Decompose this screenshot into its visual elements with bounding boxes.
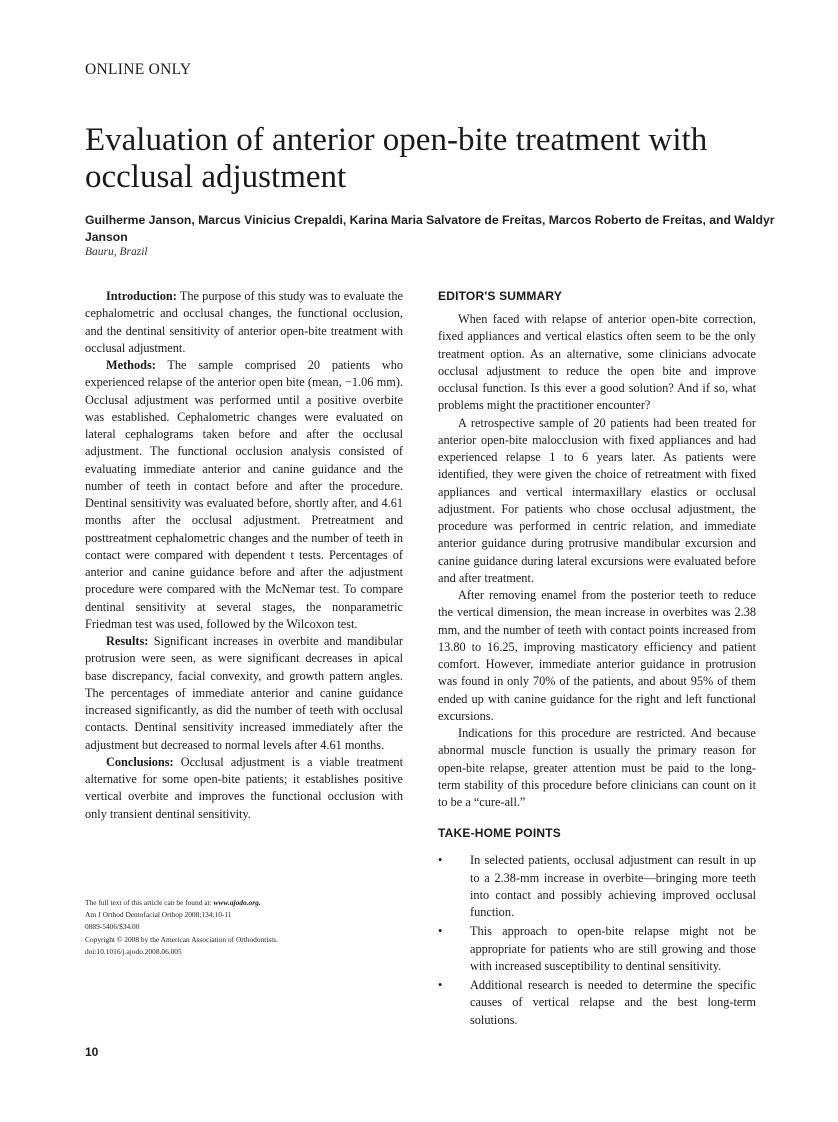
bullet-icon: • <box>438 978 443 992</box>
take-home-point <box>438 923 756 975</box>
methods-text: The sample comprised 20 patients who experienced relapse of the anterior open bite (mean, −1.06 mm). Occlusal adjustment was performed until a positive overbite was established. Cephalometric changes were evaluated on lateral cephalograms taken before and after the occlusal adjustment. The functional occlusion analysis consisted of evaluating immediate anterior and canine guidance and the number of teeth in contact before and after the procedure. Dentinal sensitivity was evaluated before, shortly after, and 4.61 months after the occlusal adjustment. Pretreatment and posttreatment cephalometric changes and the number of teeth in contact were compared with dependent t tests. Percentages of anterior and canine guidance before and after the adjustment procedure were compared with the McNemar test. To compare dentinal sensitivity at several stages, the nonparametric Friedman test was used, followed by the Wilcoxon test. <box>85 358 403 631</box>
summary-paragraph: When faced with relapse of anterior open-bite correction, fixed appliances and vertical elastics often seem to be the only treatment option. As an alternative, some clinicians advocate occlusal adjustment to reduce the open bite and improve occlusal function. Is this ever a good solution? And if so, what problems might the practitioner encounter? <box>438 312 756 413</box>
doi-line: doi:10.1016/j.ajodo.2008.06.005 <box>85 946 182 956</box>
take-home-list <box>438 852 756 1029</box>
conclusions-text: Occlusal adjustment is a viable treatment alternative for some open-bite patients; it establishes positive vertical overbite and improves the functional occlusion with only transient dentinal sensitivity. <box>85 754 403 821</box>
abstract-results <box>85 633 403 754</box>
take-home-text: This approach to open-bite relapse might not be appropriate for patients who are still growing and those with increased susceptibility to dentinal sensitivity. <box>470 924 756 973</box>
fulltext-note <box>85 897 403 909</box>
summary-paragraph: Indications for this procedure are restricted. And because abnormal muscle function is usually the primary reason for open-bite relapse, greater attention must be paid to the long-term stability of this procedure before clinicians can count on it to be a “cure-all.” <box>438 726 756 809</box>
author-list: Guilherme Janson, Marcus Vinicius Crepaldi, Karina Maria Salvatore de Freitas, Marcos Roberto de Freitas, and Waldyr Janson <box>85 213 775 244</box>
take-home-text: Additional research is needed to determine the specific causes of vertical relapse and the best long-term solutions. <box>470 978 756 1027</box>
take-home-text: In selected patients, occlusal adjustment can result in up to a 2.38-mm increase in overbite—bringing more teeth into contact and possibly achieving improved occlusal function. <box>470 853 756 919</box>
bullet-icon: • <box>438 853 443 868</box>
journal-citation: Am J Orthod Dentofacial Orthop 2008;134:10-11 <box>85 910 232 920</box>
article-title: Evaluation of anterior open-bite treatment with occlusal adjustment <box>85 122 708 195</box>
fulltext-prefix: The full text of this article can be found at: <box>85 898 214 907</box>
abstract-conclusions <box>85 754 403 823</box>
results-label: Results: <box>106 634 149 648</box>
abstract-column <box>85 288 403 823</box>
bullet-icon: • <box>438 924 443 939</box>
methods-label: Methods: <box>106 358 156 372</box>
introduction-label: Introduction: <box>106 289 177 303</box>
summary-column <box>438 288 756 1031</box>
take-home-heading: TAKE-HOME POINTS <box>438 826 561 841</box>
summary-paragraph: After removing enamel from the posterior teeth to reduce the vertical dimension, the mean increase in overbites was 2.38 mm, and the number of teeth with contact points increased from 13.80 to 16.25, improving masticatory efficiency and patient comfort. However, immediate anterior guidance in protrusion was found in only 70% of the patients, and about 95% of them ended up with canine guidance for the right and left functional excursions. <box>438 588 756 723</box>
author-location: Bauru, Brazil <box>85 246 148 258</box>
page-number: 10 <box>85 1045 99 1059</box>
issn-price: 0889-5406/$34.00 <box>85 922 140 932</box>
abstract-methods <box>85 357 403 633</box>
abstract-introduction <box>85 288 403 357</box>
take-home-point <box>438 852 756 921</box>
editors-summary-heading: EDITOR'S SUMMARY <box>438 289 563 303</box>
introduction-text: The purpose of this study was to evaluate the cephalometric and occlusal changes, the functional occlusion, and the dentinal sensitivity of anterior open-bite treatment with occlusal adjustment. <box>85 289 403 355</box>
take-home-point <box>438 977 756 1029</box>
conclusions-label: Conclusions: <box>106 754 174 769</box>
section-label: ONLINE ONLY <box>85 61 192 78</box>
copyright-line: Copyright © 2008 by the American Association of Orthodontists. <box>85 934 279 944</box>
article-footnote <box>85 897 403 958</box>
summary-paragraph: A retrospective sample of 20 patients had been treated for anterior open-bite malocclusion with fixed appliances and had experienced relapse 1 to 6 years later. As patients were identified, they were given the choice of retreatment with fixed appliances and vertical intermaxillary elastics or occlusal adjustment. For patients who chose occlusal adjustment, the procedure was performed in centric relation, and immediate anterior guidance during protrusive mandibular excursion and canine guidance during lateral excursions were evaluated before and after treatment. <box>438 415 756 585</box>
fulltext-link[interactable]: www.ajodo.org. <box>213 898 261 907</box>
results-text: Significant increases in overbite and mandibular protrusion were seen, as were significant decreases in apical base discrepancy, facial convexity, and growth pattern angles. The percentages of immediate anterior and canine guidance increased significantly, as did the number of teeth with occlusal contacts. Dentinal sensitivity increased immediately after the adjustment but decreased to normal levels after 4.61 months. <box>85 634 403 752</box>
